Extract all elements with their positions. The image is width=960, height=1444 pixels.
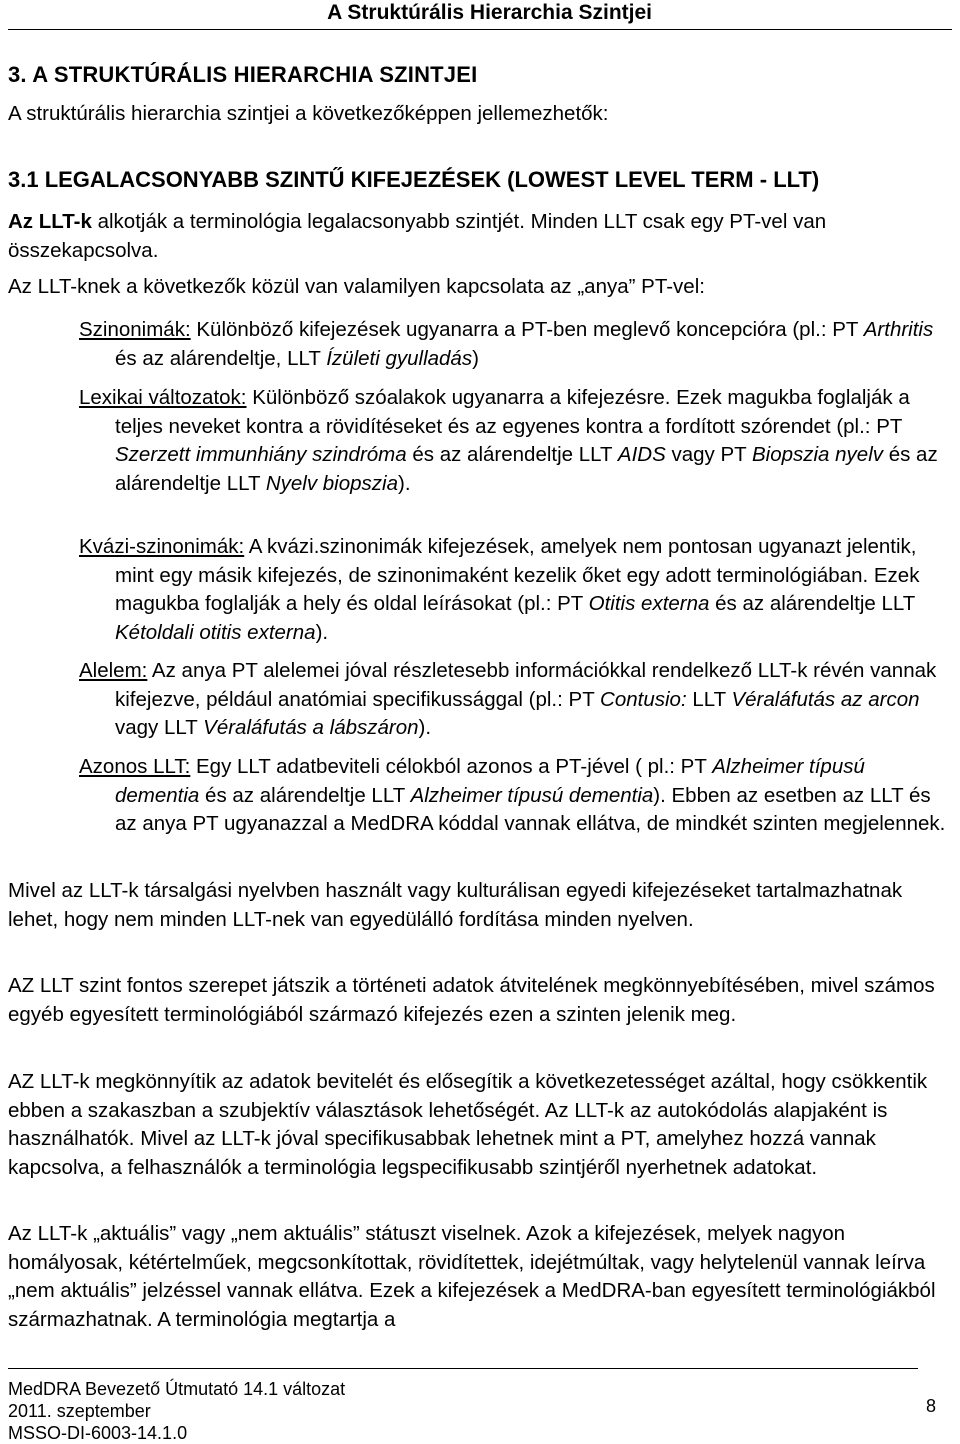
example-term: Ízületi gyulladás bbox=[326, 346, 473, 370]
definition-text: Különböző kifejezések ugyanarra a PT-ben meglevő koncepcióra (pl.: PT bbox=[190, 318, 864, 341]
example-term: Otitis externa bbox=[588, 592, 710, 615]
definition-text: és az alárendeltje LLT bbox=[709, 592, 915, 615]
definition-text: vagy LLT bbox=[115, 716, 204, 739]
definition-text: és az alárendeltje LLT bbox=[199, 783, 411, 807]
paragraph-status: Az LLT-k „aktuális” vagy „nem aktuális” státuszt viselnek. Azok a kifejezések, melyek nagyon homályosak, kétértelműek, megcsonkítottak, rövidítettek, idejétmúltak, vagy helytelenül vannak leírva „nem aktuális” jelzéssel vannak ellátva. Ezek a kifejezések a MedDRA-ban egyesített terminológiákból származhatnak. A terminológia megtartja a bbox=[8, 1222, 936, 1331]
example-term: Véraláfutás a lábszáron bbox=[203, 716, 419, 739]
definition-text: Az anya PT alelemei jóval részletesebb információkkal rendelkező LLT-k révén vannak kifejezve, például anatómiai specifikussággal (pl.: PT bbox=[115, 659, 937, 711]
example-term: Biopszia nyelv bbox=[751, 443, 884, 466]
example-term: Alzheimer típusú dementia bbox=[410, 783, 654, 807]
term-synonyms: Szinonimák: bbox=[79, 318, 191, 341]
example-term: Kétoldali otitis externa bbox=[115, 620, 316, 644]
definition-text: ). bbox=[418, 716, 432, 739]
definition-text: LLT bbox=[686, 687, 732, 711]
paragraph-data-entry: AZ LLT-k megkönnyítik az adatok bevitelét és elősegítik a következetességet azáltal, hogy csökkentik ebben a szakaszban a szubjektív választások lehetőségét. Az LLT-k az autokódolás alapjaként is használhatók. Mivel az LLT-k jóval specifikusabbak lehetnek mint a PT, amelyhez hozzá vannak kapcsolva, a felhasználók a terminológia legspecifikusabb szintjéről nyerhetnek adatokat. bbox=[8, 1070, 928, 1179]
footer-date: 2011. szeptember bbox=[8, 1401, 151, 1421]
definition-synonyms bbox=[79, 316, 952, 373]
page-number: 8 bbox=[925, 1396, 936, 1416]
definition-text: ) bbox=[472, 346, 479, 370]
llt-intro-paragraph bbox=[8, 208, 952, 265]
example-term: Szerzett immunhiány szindróma bbox=[115, 443, 407, 466]
definition-text: Egy LLT adatbeviteli célokból azonos a PT-jével ( pl.: PT bbox=[190, 755, 713, 778]
definition-subelement bbox=[79, 657, 952, 743]
definition-text: és az alárendeltje LLT bbox=[115, 443, 938, 495]
footer-doc-id: MSSO-DI-6003-14.1.0 bbox=[8, 1423, 188, 1443]
example-term: Arthritis bbox=[863, 318, 934, 341]
definition-text: és az alárendeltje, LLT bbox=[115, 346, 327, 370]
term-quasi-synonyms: Kvázi-szinonimák: bbox=[79, 535, 245, 558]
definition-text: ). Ebben az esetben az LLT és az anya PT ugyanazzal a MedDRA kóddal vannak ellátva, de mindkét szinten megjelennek. bbox=[115, 783, 946, 835]
footer-rule bbox=[8, 1368, 918, 1369]
footer-title: MedDRA Bevezető Útmutató 14.1 változat bbox=[8, 1379, 346, 1399]
relationship-intro: Az LLT-knek a következők közül van valamilyen kapcsolata az „anya” PT-vel: bbox=[8, 275, 705, 298]
running-header: A Struktúrális Hierarchia Szintjei bbox=[327, 1, 652, 24]
example-term: Nyelv biopszia bbox=[265, 471, 398, 495]
section-heading: 3. A STRUKTÚRÁLIS HIERARCHIA SZINTJEI bbox=[8, 62, 478, 87]
definition-text: ). bbox=[398, 471, 411, 495]
paragraph-history: AZ LLT szint fontos szerepet játszik a történeti adatok átvitelének megkönnyebítésében, mivel számos egyéb egyesített terminológiából származó kifejezés ezen a szinten jelenik meg. bbox=[8, 974, 935, 1026]
term-lexical-variants: Lexikai változatok: bbox=[79, 386, 247, 409]
definition-lexical-variants bbox=[79, 384, 952, 498]
definition-text: ). bbox=[315, 620, 329, 644]
definition-quasi-synonyms bbox=[79, 533, 952, 647]
definition-text: Különböző szóalakok ugyanarra a kifejezésre. Ezek magukba foglalják a teljes neveket kontra a rövidítéseket és az egyenes kontra a fordított szórendet (pl.: PT bbox=[115, 386, 910, 438]
section-intro: A struktúrális hierarchia szintjei a következőképpen jellemezhetők: bbox=[8, 102, 609, 125]
paragraph-translation: Mivel az LLT-k társalgási nyelvben használt vagy kulturálisan egyedi kifejezéseket tartalmazhatnak lehet, hogy nem minden LLT-nek van egyedülálló fordítása minden nyelven. bbox=[8, 879, 903, 931]
definition-text: és az alárendeltje LLT bbox=[406, 443, 618, 466]
definition-text: vagy PT bbox=[665, 443, 752, 466]
term-subelement: Alelem: bbox=[79, 659, 148, 682]
definition-text: A kvázi.szinonimák kifejezések, amelyek nem pontosan ugyanazt jelentik, mint egy másik kifejezés, de szinonimaként kezelik őket egy adott terminológiában. Ezek magukba foglalják a hely és oldal leírásokat (pl.: PT bbox=[115, 535, 920, 615]
example-term: Contusio: bbox=[600, 687, 687, 711]
header-rule bbox=[8, 29, 952, 30]
example-term: Alzheimer típusú dementia bbox=[115, 755, 865, 807]
definition-identical-llt bbox=[79, 753, 952, 839]
llt-bold-term: Az LLT-k bbox=[8, 210, 92, 233]
term-identical-llt: Azonos LLT: bbox=[79, 755, 191, 778]
example-term: Véraláfutás az arcon bbox=[731, 687, 920, 711]
llt-intro-text: alkotják a terminológia legalacsonyabb szintjét. Minden LLT csak egy PT-vel van összekapcsolva. bbox=[8, 210, 827, 262]
example-term: AIDS bbox=[617, 443, 666, 466]
subsection-heading: 3.1 LEGALACSONYABB SZINTŰ KIFEJEZÉSEK (LOWEST LEVEL TERM - LLT) bbox=[8, 167, 820, 192]
